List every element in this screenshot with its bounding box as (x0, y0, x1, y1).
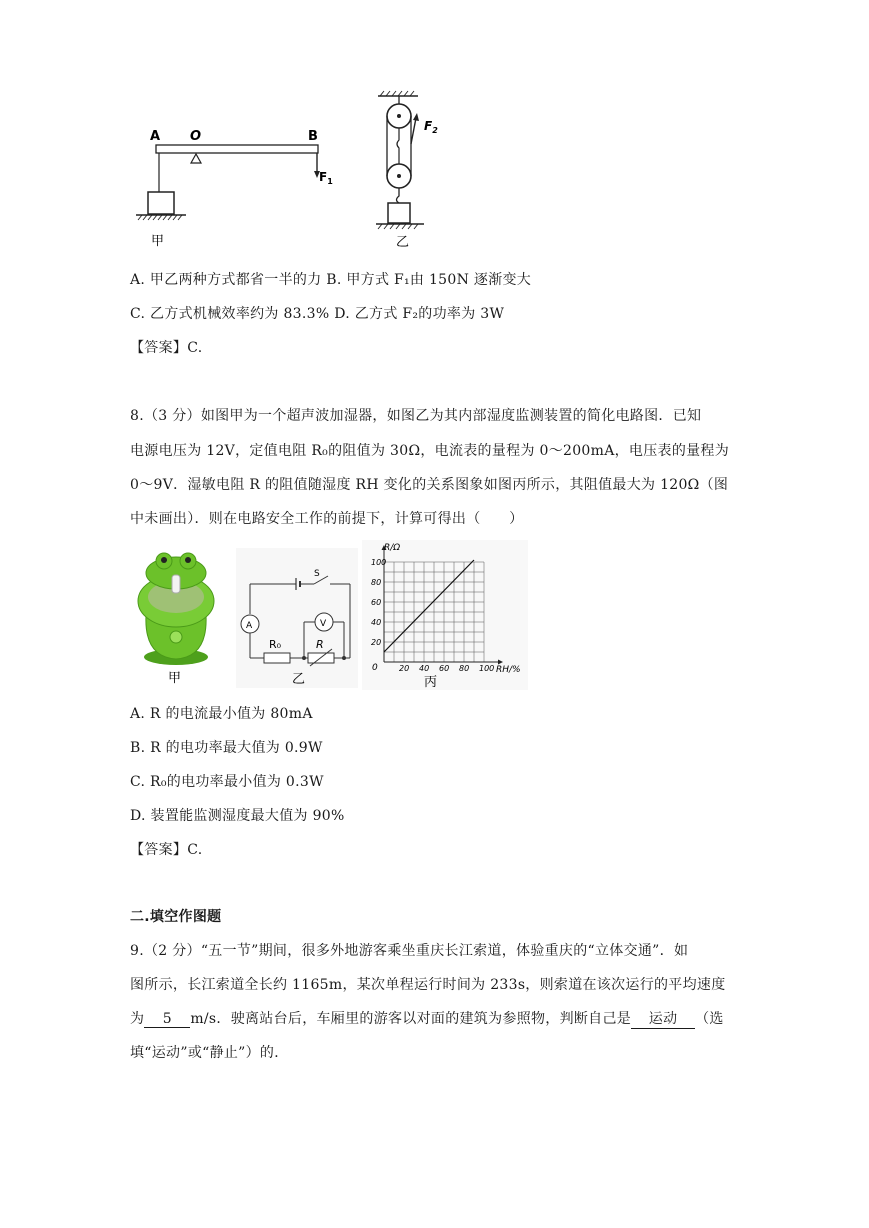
movable-pulley-axle (397, 174, 401, 178)
resistor-r0-label: R₀ (269, 638, 282, 651)
x-tick-label: 80 (459, 664, 470, 673)
force-f2-arrowhead (413, 113, 419, 121)
humidifier-button (170, 631, 182, 643)
y-axis-label: R/Ω (384, 543, 401, 553)
q9-line-3-suffix: （选 (695, 1011, 724, 1027)
resistor-r0 (264, 653, 290, 663)
humidifier-figure-jia (130, 545, 230, 687)
resistor-r-label: R (316, 638, 324, 651)
q8-stem-line-2: 电源电压为 12V，定值电阻 R₀的阻值为 30Ω，电流表的量程为 0～200mA，电压表的量程为 (130, 443, 730, 459)
force-f1-label: $F_1$ (319, 170, 333, 186)
q8-option-b: B. R 的电功率最大值为 0.9W (130, 740, 323, 756)
figure-caption-yi-8: 乙 (292, 672, 306, 687)
lever-point-a-label: A (150, 129, 161, 144)
q9-blank-speed: 5 (144, 1011, 190, 1028)
lever-figure-jia (130, 118, 340, 250)
y-tick-label: 100 (371, 558, 387, 567)
q8-answer: 【答案】C. (130, 842, 203, 858)
pivot-triangle (191, 154, 201, 163)
switch-label: S (314, 569, 320, 579)
pulley-figure-yi (372, 88, 452, 250)
fixed-pulley-axle (397, 114, 401, 118)
load-block (388, 203, 410, 223)
force-f2-arrow (411, 118, 416, 144)
circuit-figure-yi (236, 548, 358, 688)
y-tick-label: 40 (371, 618, 382, 627)
frog-pupil-right (185, 557, 191, 563)
voltmeter-label: V (320, 619, 327, 629)
figure-caption-yi: 乙 (396, 235, 410, 250)
figure-caption-jia-8: 甲 (168, 671, 182, 686)
x-tick-label: 100 (479, 664, 495, 673)
ceiling-hatching (380, 91, 414, 96)
q9-line-3 (130, 1008, 724, 1029)
mist-nozzle (172, 575, 180, 593)
x-axis-label: RH/% (496, 665, 521, 675)
x-tick-label: 20 (399, 664, 410, 673)
q8-stem-line-1: 8.（3 分）如图甲为一个超声波加湿器，如图乙为其内部湿度监测装置的简化电路图．已知 (130, 408, 702, 424)
force-f2-label: $F_2$ (424, 119, 438, 135)
lever-point-b-label: B (308, 129, 318, 144)
q9-blank-motion: 运动 (631, 1008, 695, 1029)
q8-option-c: C. R₀的电功率最小值为 0.3W (130, 774, 324, 790)
figure-caption-jia: 甲 (151, 234, 165, 249)
q7-options-cd: C. 乙方式机械效率约为 83.3% D. 乙方式 F₂的功率为 3W (130, 306, 505, 322)
q9-line-1: 9.（2 分）“五一节”期间，很多外地游客乘坐重庆长江索道，体验重庆的“立体交通”．如 (130, 943, 689, 959)
ground-hatching (138, 215, 182, 220)
lever-pivot-o-label: O (190, 129, 202, 144)
rope-middle (397, 128, 399, 164)
floor-hatching (378, 224, 418, 229)
q7-options-ab: A. 甲乙两种方式都省一半的力 B. 甲方式 F₁由 150N 逐渐变大 (130, 272, 532, 288)
ammeter-label: A (246, 621, 253, 631)
x-tick-label: 60 (439, 664, 450, 673)
q7-answer: 【答案】C. (130, 340, 203, 356)
q9-line-4: 填“运动”或“静止”）的． (130, 1045, 289, 1061)
origin-label: 0 (372, 663, 378, 673)
q8-option-d: D. 装置能监测湿度最大值为 90% (130, 808, 345, 824)
load-hook (397, 188, 400, 203)
section-heading: 二.填空作图题 (130, 909, 222, 925)
q9-line-2: 图所示，长江索道全长约 1165m，某次单程运行时间为 233s，则索道在该次运行的平均速度 (130, 977, 726, 993)
q9-line-3-mid: m/s．驶离站台后，车厢里的游客以对面的建筑为参照物，判断自己是 (190, 1011, 632, 1027)
y-tick-label: 60 (371, 598, 382, 607)
y-tick-label: 80 (371, 578, 382, 587)
x-tick-label: 40 (419, 664, 430, 673)
figure-caption-bing: 丙 (424, 675, 438, 690)
q8-option-a: A. R 的电流最小值为 80mA (130, 706, 313, 722)
q8-stem-line-4: 中未画出）．则在电路安全工作的前提下，计算可得出（ ） (130, 511, 524, 527)
resistance-humidity-chart (362, 540, 528, 690)
y-tick-label: 20 (371, 638, 382, 647)
weight-block (148, 192, 174, 214)
q9-line-3-prefix: 为 (130, 1011, 145, 1027)
lever-bar (156, 145, 318, 153)
frog-pupil-left (161, 557, 167, 563)
q8-stem-line-3: 0～9V．湿敏电阻 R 的阻值随湿度 RH 变化的关系图象如图丙所示，其阻值最大为 120Ω（图 (130, 477, 729, 493)
